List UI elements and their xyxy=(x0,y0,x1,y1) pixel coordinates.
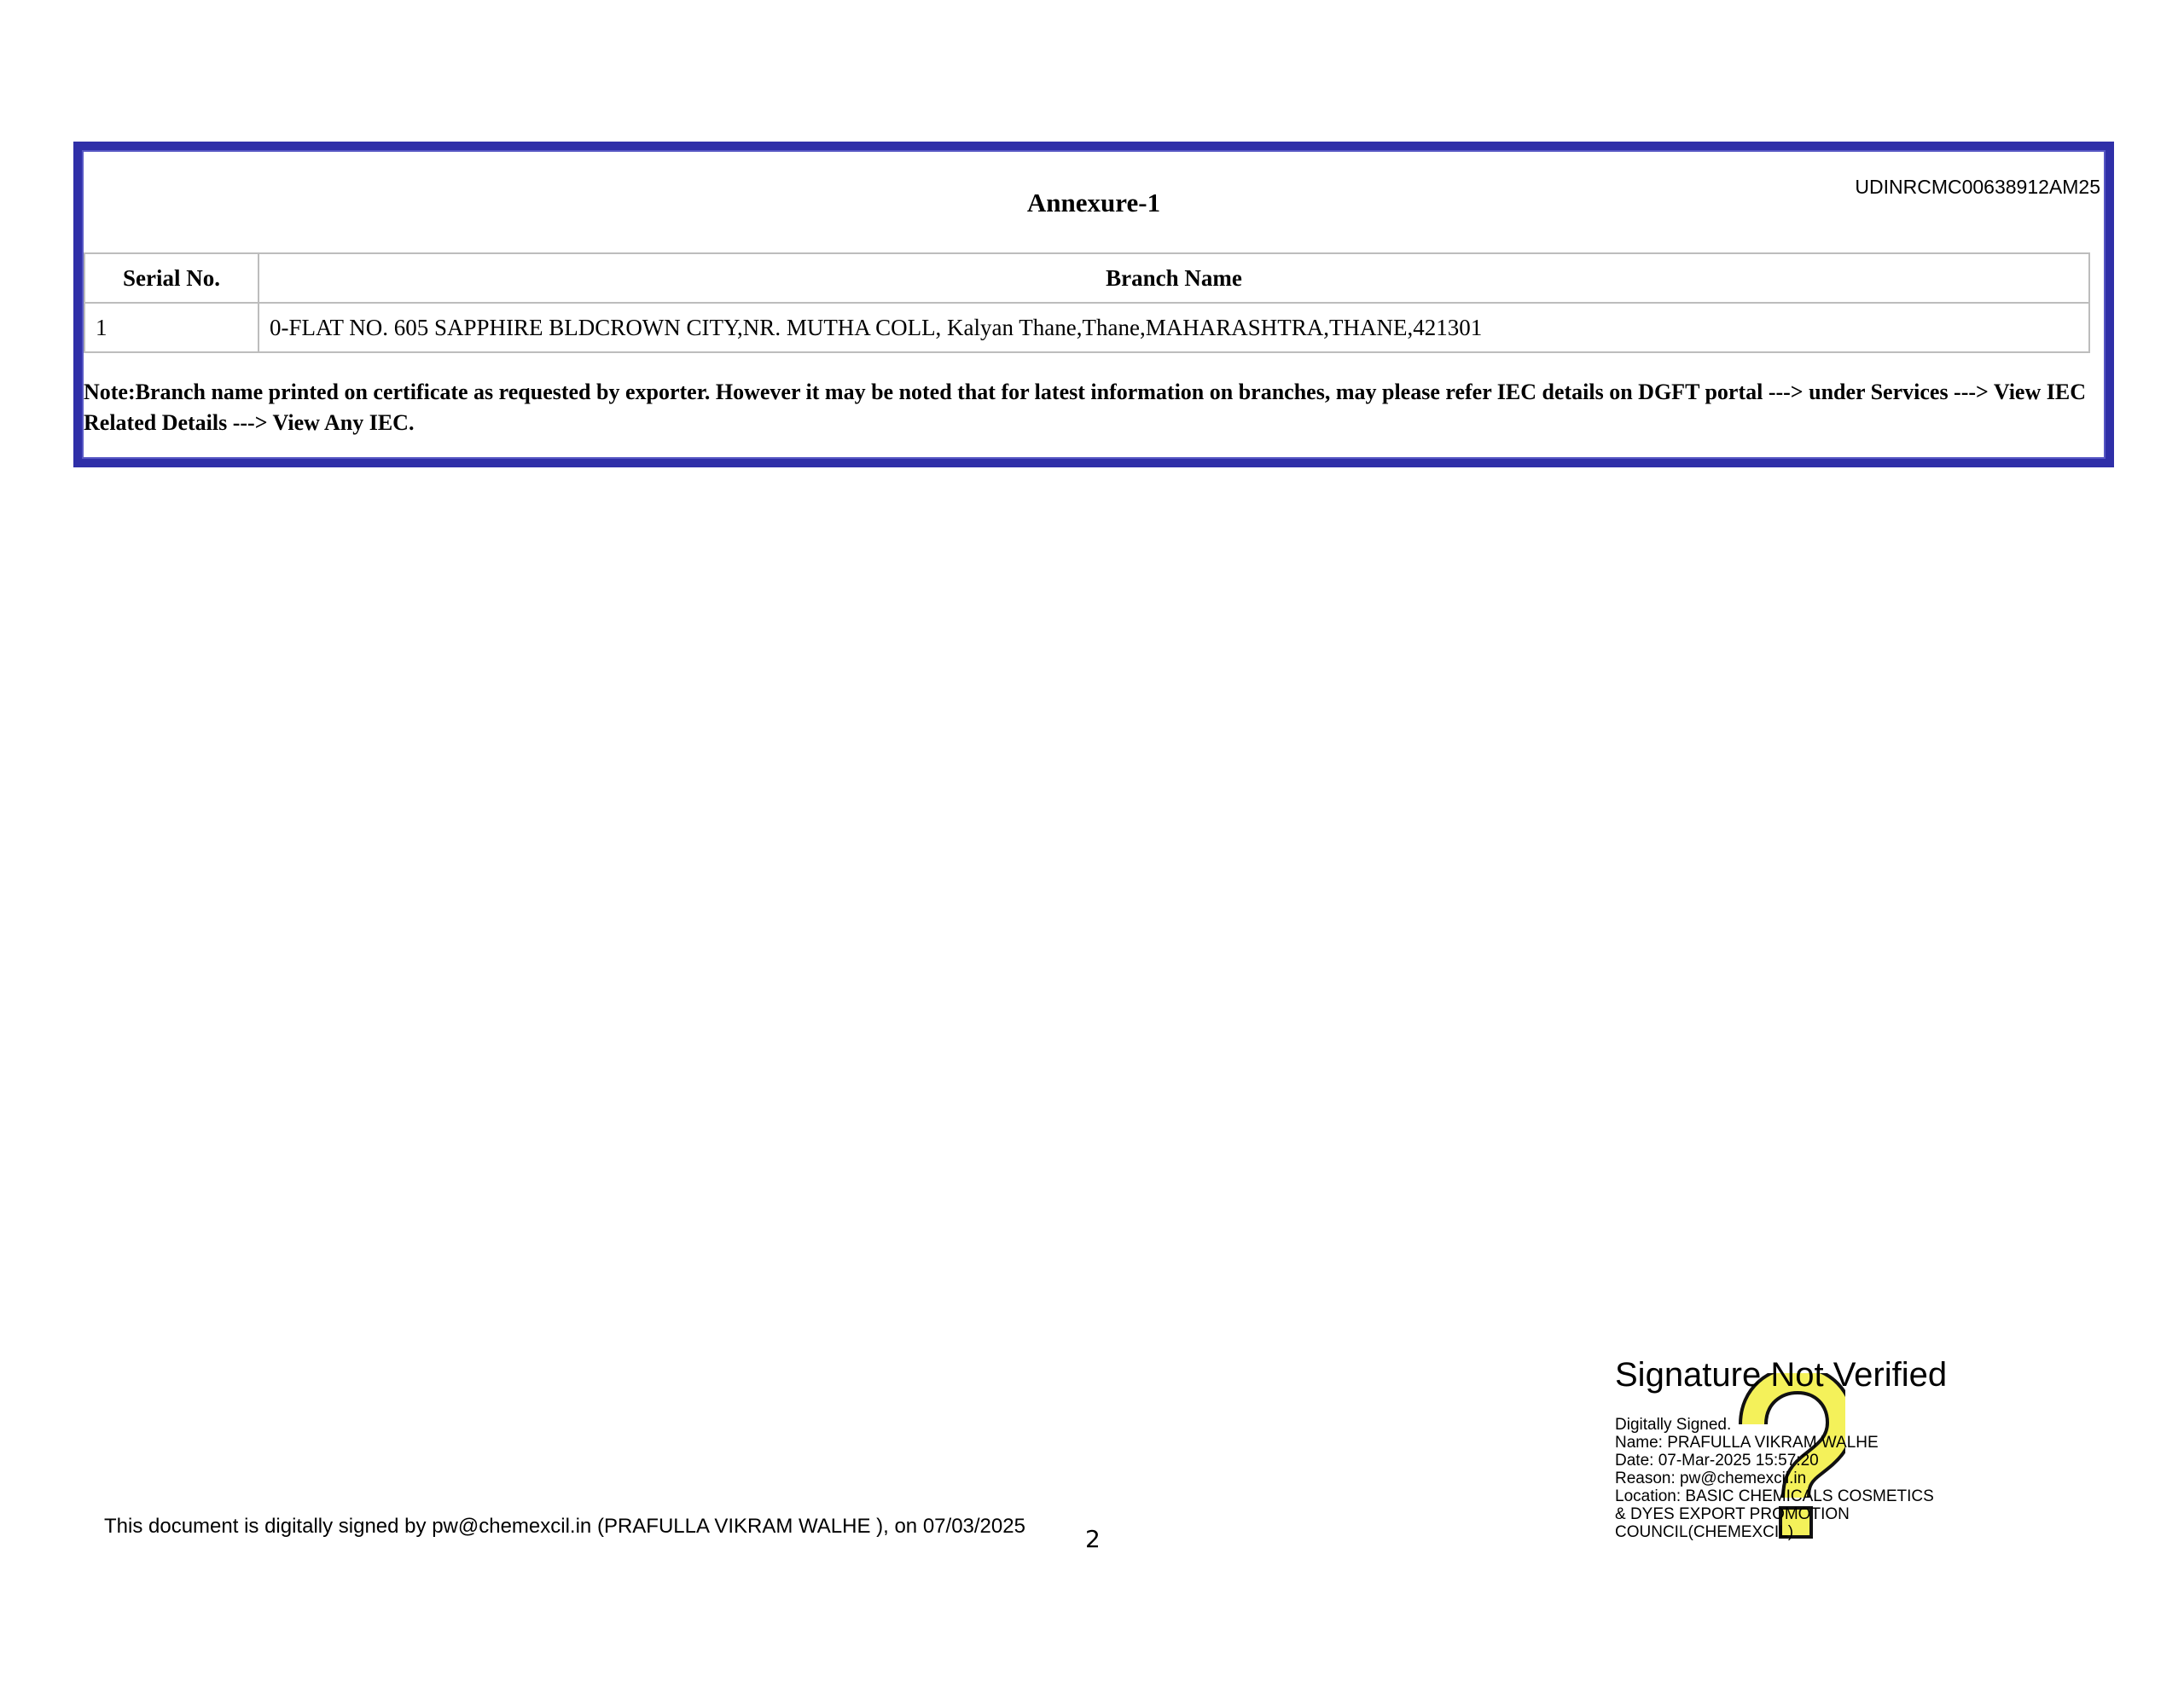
digital-signature-footer: This document is digitally signed by pw@chemexcil.in (PRAFULLA VIKRAM WALHE ), on 07/03/2025 xyxy=(104,1515,1025,1538)
signature-block xyxy=(1615,1356,2024,1552)
serial-cell: 1 xyxy=(84,303,258,352)
annexure-title: Annexure-1 xyxy=(1026,188,1161,217)
annexure-frame xyxy=(73,142,2114,467)
signature-detail-line: Name: PRAFULLA VIKRAM WALHE xyxy=(1615,1434,1879,1452)
signature-detail-line: COUNCIL(CHEMEXCIL) xyxy=(1615,1523,1794,1541)
branch-note: Note:Branch name printed on certificate as requested by exporter. However it may be noted that for latest information on branches, may please refer IEC details on DGFT portal ---> under Services ---> View IEC Related Details ---> View Any IEC. xyxy=(84,380,2086,435)
table-header-row xyxy=(84,253,2089,303)
branch-table xyxy=(84,252,2090,353)
column-header-serial: Serial No. xyxy=(84,253,258,303)
branch-name-cell: 0-FLAT NO. 605 SAPPHIRE BLDCROWN CITY,NR. MUTHA COLL, Kalyan Thane,Thane,MAHARASHTRA,THANE,421301 xyxy=(258,303,2089,352)
table-row xyxy=(84,303,2089,352)
column-header-branch-name: Branch Name xyxy=(258,253,2089,303)
signature-status: Signature Not Verified xyxy=(1615,1356,1948,1394)
signature-detail-line: Date: 07-Mar-2025 15:57:20 xyxy=(1615,1452,1819,1470)
signature-details xyxy=(1615,1416,1934,1541)
signature-detail-line: Location: BASIC CHEMICALS COSMETICS xyxy=(1615,1487,1934,1505)
udin-number: UDINRCMC00638912AM25 xyxy=(1855,176,2100,198)
signature-detail-line: Digitally Signed. xyxy=(1615,1416,1732,1434)
signature-detail-line: & DYES EXPORT PROMOTION xyxy=(1615,1505,1850,1523)
signature-detail-line: Reason: pw@chemexcil.in xyxy=(1615,1470,1807,1487)
page-number: 2 xyxy=(1085,1525,1101,1553)
